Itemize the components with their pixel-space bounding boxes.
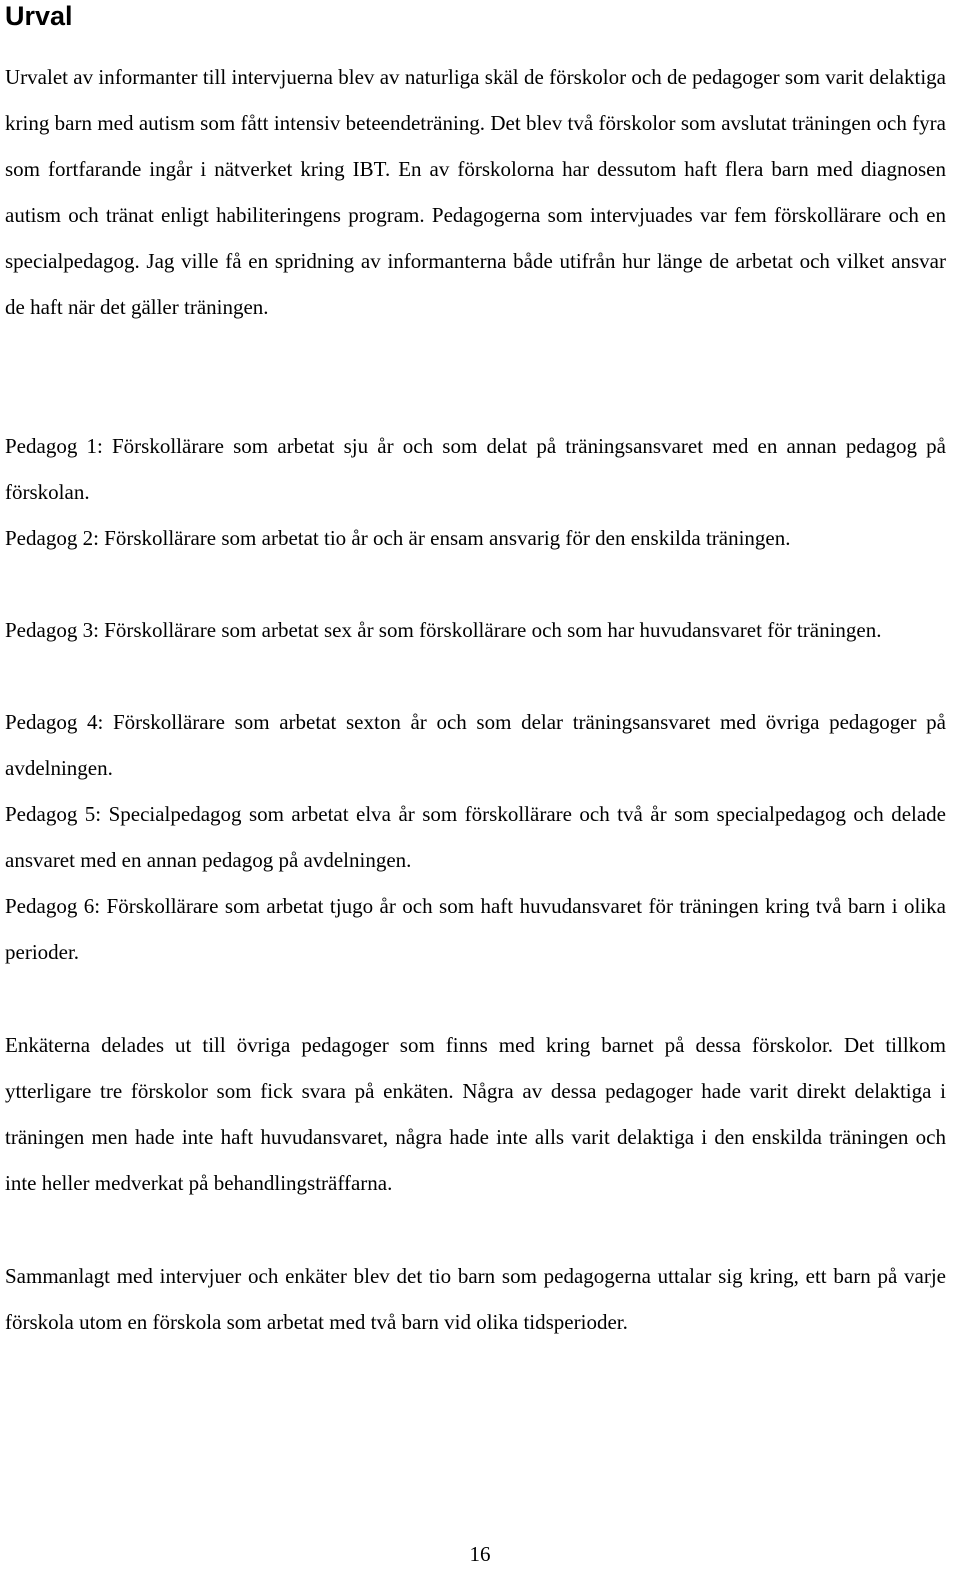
pedagog-3-paragraph: Pedagog 3: Förskollärare som arbetat sex år som förskollärare och som har huvudansvaret för träningen.: [5, 618, 882, 642]
enkat-paragraph: Enkäterna delades ut till övriga pedagoger som finns med kring barnet på dessa förskolor. Det tillkom ytterligare tre förskolor som fick svara på enkäten. Några av dessa pedagoger hade varit direkt delaktiga i träningen men hade inte haft huvudansvaret, några hade inte alls varit delaktiga i den enskilda träningen och inte heller medverkat på behandlingsträffarna.: [5, 1033, 946, 1195]
pedagog-4-paragraph: Pedagog 4: Förskollärare som arbetat sexton år och som delar träningsansvaret med övriga pedagoger på avdelningen.: [5, 710, 946, 780]
page-number: 16: [469, 1542, 491, 1566]
pedagog-1-paragraph: Pedagog 1: Förskollärare som arbetat sju år och som delat på träningsansvaret med en annan pedagog på förskolan.: [5, 434, 946, 504]
pedagog-2-paragraph: Pedagog 2: Förskollärare som arbetat tio år och är ensam ansvarig för den enskilda träningen.: [5, 526, 791, 550]
section-heading: Urval: [5, 1, 73, 31]
pedagog-5-paragraph: Pedagog 5: Specialpedagog som arbetat elva år som förskollärare och två år som specialpedagog och delade ansvaret med en annan pedagog på avdelningen.: [5, 802, 946, 872]
intro-paragraph: Urvalet av informanter till intervjuerna blev av naturliga skäl de förskolor och de pedagoger som varit delaktiga kring barn med autism som fått intensiv beteendeträning. Det blev två förskolor som avslutat träningen och fyra som fortfarande ingår i nätverket kring IBT. En av förskolorna har dessutom haft flera barn med diagnosen autism och tränat enligt habiliteringens program. Pedagogerna som intervjuades var fem förskollärare och en specialpedagog. Jag ville få en spridning av informanterna både utifrån hur länge de arbetat och vilket ansvar de haft när det gäller träningen.: [5, 65, 946, 319]
sammanlagt-paragraph: Sammanlagt med intervjuer och enkäter blev det tio barn som pedagogerna uttalar sig kring, ett barn på varje förskola utom en förskola som arbetat med två barn vid olika tidsperioder.: [5, 1264, 946, 1334]
pedagog-6-paragraph: Pedagog 6: Förskollärare som arbetat tjugo år och som haft huvudansvaret för träningen kring två barn i olika perioder.: [5, 894, 946, 964]
